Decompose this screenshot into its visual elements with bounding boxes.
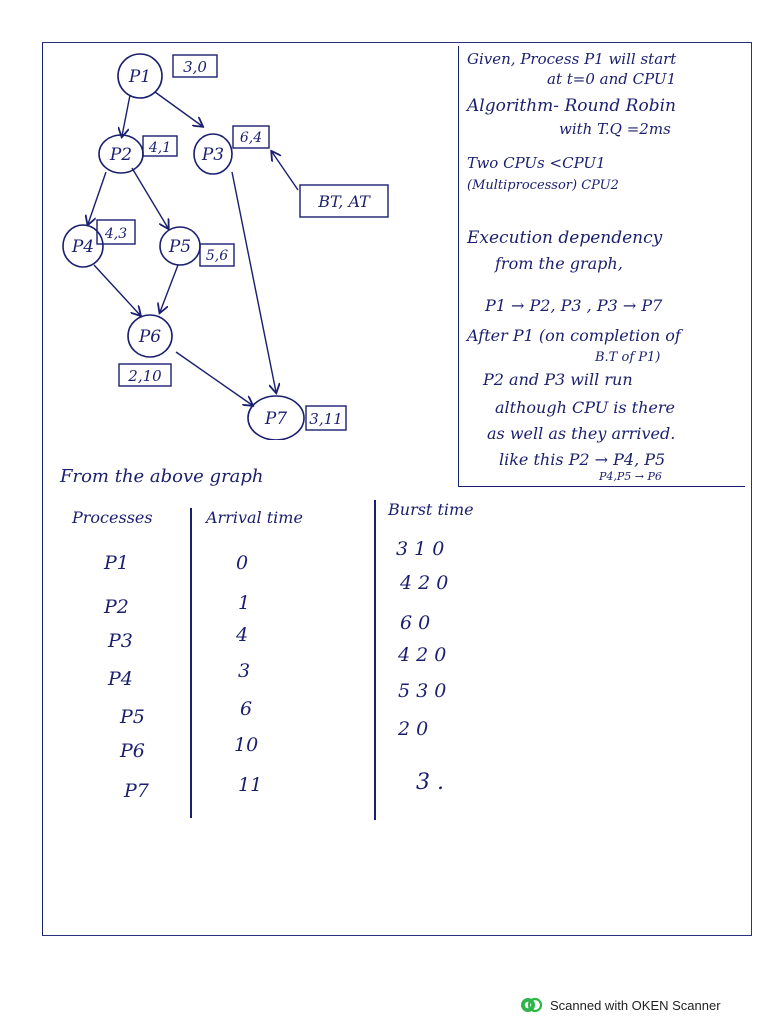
- legend-box: [300, 185, 388, 217]
- node-p7: [248, 396, 304, 440]
- table-cell-burst: 3 1 0: [396, 538, 445, 560]
- note-line: Given, Process P1 will start: [467, 50, 677, 68]
- edge-p5-p6: [160, 265, 178, 312]
- svg-text:5,6: 5,6: [205, 248, 229, 264]
- column-divider: [374, 500, 376, 820]
- note-line: (Multiprocessor) CPU2: [467, 178, 619, 193]
- note-line: Execution dependency: [467, 228, 663, 248]
- table-cell-process: P4: [108, 668, 133, 690]
- node-p6-label: P6: [138, 327, 162, 347]
- node-p6: [128, 315, 172, 357]
- table-cell-arrival: 1: [238, 592, 251, 614]
- node-p1-label: P1: [128, 67, 152, 87]
- column-header-processes: Processes: [72, 508, 153, 527]
- svg-text:3,0: 3,0: [183, 58, 207, 76]
- notes-panel: [458, 46, 745, 487]
- node-p4-label: P4: [71, 237, 95, 257]
- table-cell-burst: 4 2 0: [398, 644, 447, 666]
- tag-p1: [173, 55, 217, 77]
- column-divider: [190, 508, 192, 818]
- tag-p2: [143, 136, 177, 156]
- oken-logo-icon: [520, 996, 542, 1014]
- svg-text:2,10: 2,10: [128, 367, 162, 385]
- table-cell-arrival: 11: [238, 774, 263, 796]
- node-p5: [160, 227, 200, 265]
- edge-legend-pointer: [272, 152, 298, 190]
- note-line: although CPU is there: [495, 398, 675, 417]
- node-p3-label: P3: [201, 145, 225, 165]
- note-line: at t=0 and CPU1: [547, 70, 677, 88]
- edge-p1-p3: [155, 92, 202, 126]
- svg-text:3,11: 3,11: [309, 410, 343, 428]
- table-cell-burst: 4 2 0: [400, 572, 449, 594]
- node-p2-label: P2: [109, 145, 133, 165]
- table-cell-process: P2: [104, 596, 129, 618]
- table-cell-process: P7: [124, 780, 149, 802]
- note-line: B.T of P1): [595, 350, 661, 365]
- table-cell-arrival: 10: [234, 734, 259, 756]
- table-cell-burst: 5 3 0: [398, 680, 447, 702]
- node-p5-label: P5: [168, 237, 192, 257]
- table-title: From the above graph: [60, 466, 264, 487]
- edge-p2-p4: [88, 172, 106, 224]
- note-line: like this P2 → P4, P5: [499, 450, 666, 469]
- table-cell-arrival: 0: [236, 552, 249, 574]
- tag-p5: [200, 244, 234, 266]
- table-cell-process: P6: [120, 740, 145, 762]
- table-cell-process: P3: [108, 630, 133, 652]
- edge-p3-p7: [232, 172, 276, 392]
- edge-p4-p6: [94, 265, 140, 315]
- note-line: as well as they arrived.: [487, 424, 676, 443]
- scanner-watermark: [520, 994, 768, 1016]
- note-line: from the graph,: [495, 254, 623, 273]
- edge-p6-p7: [176, 352, 252, 405]
- dependency-graph: [0, 0, 460, 440]
- note-line: P4,P5 → P6: [599, 470, 662, 483]
- column-header-arrival-time: Arrival time: [206, 508, 303, 527]
- scanner-watermark-text: Scanned with OKEN Scanner: [550, 997, 721, 1013]
- svg-text:4,3: 4,3: [104, 226, 128, 242]
- svg-text:BT, AT: BT, AT: [318, 192, 370, 211]
- table-cell-process: P5: [120, 706, 145, 728]
- table-cell-arrival: 3: [238, 660, 251, 682]
- note-line: After P1 (on completion of: [467, 326, 681, 345]
- table-cell-arrival: 4: [236, 624, 249, 646]
- note-line: Algorithm- Round Robin: [467, 96, 676, 116]
- tag-p7: [306, 406, 346, 430]
- table-cell-burst: 6 0: [400, 612, 431, 634]
- node-p2: [99, 135, 143, 173]
- column-header-burst-time: Burst time: [388, 500, 474, 519]
- tag-p6: [119, 364, 171, 386]
- note-line: P2 and P3 will run: [483, 370, 633, 389]
- edge-p2-p5: [132, 168, 168, 228]
- node-p1: [118, 54, 162, 98]
- note-line: Two CPUs <CPU1: [467, 154, 606, 172]
- note-line: P1 → P2, P3 , P3 → P7: [485, 296, 663, 315]
- node-p3: [194, 134, 232, 174]
- table-cell-process: P1: [104, 552, 129, 574]
- svg-text:4,1: 4,1: [148, 140, 172, 156]
- table-cell-arrival: 6: [240, 698, 253, 720]
- table-cell-burst: 3 .: [416, 770, 444, 795]
- note-line: with T.Q =2ms: [559, 120, 671, 138]
- svg-text:6,4: 6,4: [239, 130, 263, 146]
- node-p7-label: P7: [264, 409, 288, 429]
- tag-p3: [233, 126, 269, 148]
- edge-p1-p2: [122, 95, 130, 136]
- table-cell-burst: 2 0: [398, 718, 429, 740]
